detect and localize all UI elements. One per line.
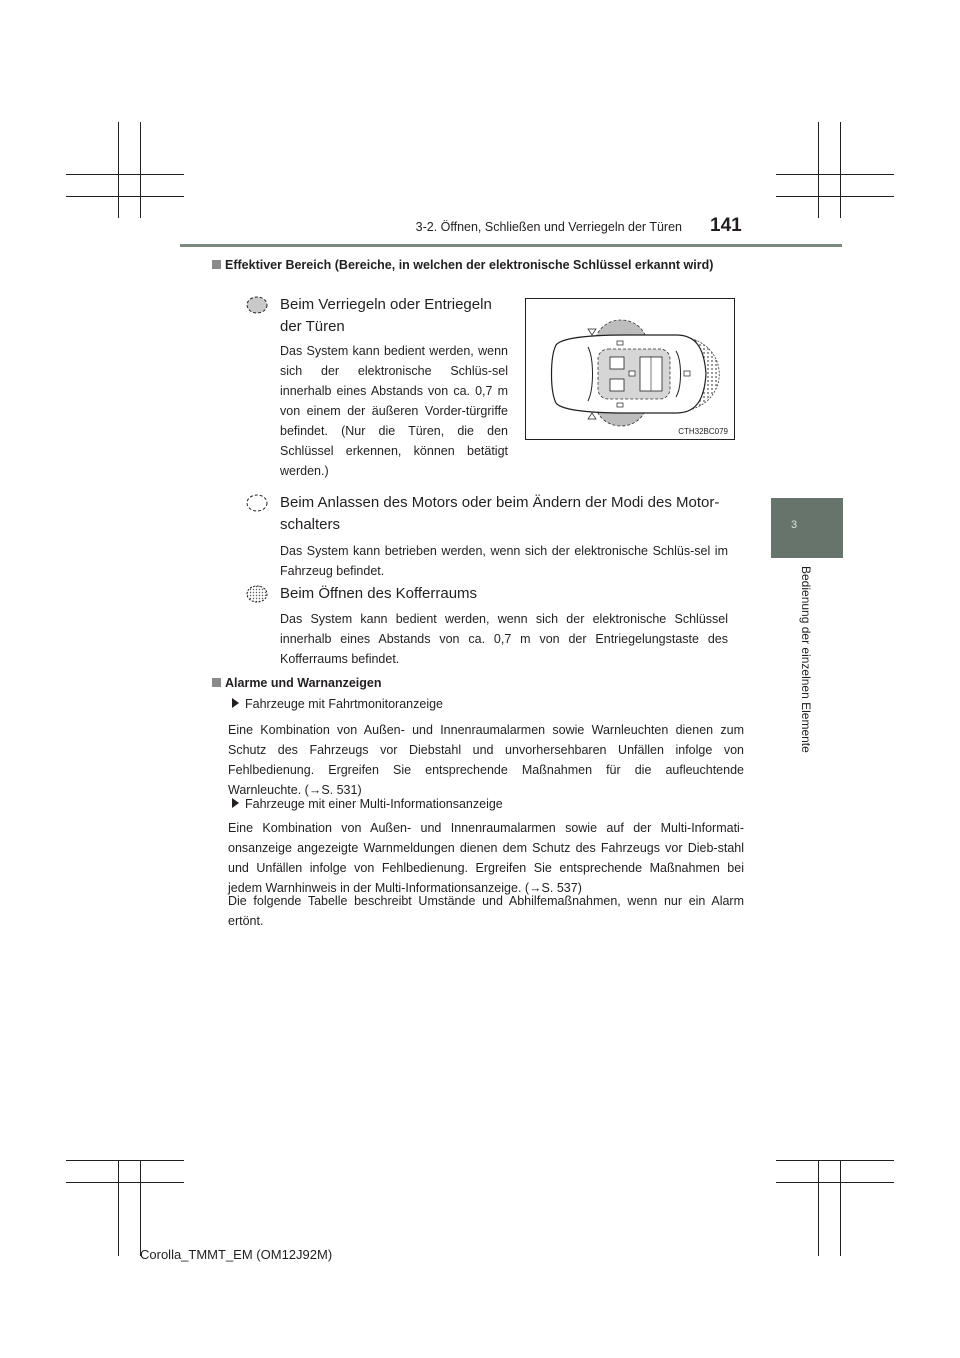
- triangle-bullet-icon: [232, 698, 239, 708]
- figure-code: CTH32BC079: [678, 427, 728, 436]
- section-title: 3-2. Öffnen, Schließen und Verriegeln der Türen: [415, 220, 682, 234]
- paragraph: Eine Kombination von Außen- und Innenraumalarmen sowie auf der Multi-Informati-onsanzeige angezeigte Warnmeldungen dienen dem Schutz des Fahrzeugs vor Dieb-stahl und Unfällen infolge von Fehlbedienung. Ergreifen Sie entsprechende Maßnahmen bei jedem Warnhinweis in der Multi-Informationsanzeige. (→S. 537): [228, 821, 744, 895]
- square-bullet-icon: [212, 678, 221, 687]
- triangle-bullet-icon: [232, 798, 239, 808]
- paragraph: Die folgende Tabelle beschreibt Umstände und Abhilfemaßnahmen, wenn nur ein Alarm ertönt.: [228, 894, 744, 928]
- chapter-label: Bedienung der einzelnen Elemente: [799, 566, 813, 753]
- footer-text: Corolla_TMMT_EM (OM12J92M): [140, 1247, 333, 1262]
- dotted-zone-icon: [246, 585, 268, 603]
- key-range-figure: [525, 298, 735, 440]
- list-item: Fahrzeuge mit einer Multi-Informationsanzeige: [232, 795, 744, 813]
- dashed-zone-icon: [246, 296, 268, 314]
- section-heading: Effektiver Bereich (Bereiche, in welchen der elektronische Schlüssel erkannt wird): [212, 257, 744, 274]
- square-bullet-icon: [212, 260, 221, 269]
- car-top-view-illustration: [526, 299, 734, 439]
- zone-title: Beim Anlassen des Motors oder beim Ändern der Modi des Motor-schalters: [280, 494, 720, 533]
- zone-text: Das System kann betrieben werden, wenn sich der elektronische Schlüs-sel im Fahrzeug befindet.: [280, 544, 728, 578]
- page-number: 141: [710, 215, 742, 236]
- zone-text: Das System kann bedient werden, wenn sich der elektronische Schlüs-sel innerhalb eines Abstands von ca. 0,7 m von einem der äußeren Vorder-türgriffe befindet. (Nur die Türen, die den Schlüssel erkennen, können betätigt werden.): [280, 344, 508, 478]
- chapter-tab: [771, 498, 843, 558]
- section-heading: Alarme und Warnanzeigen: [212, 675, 744, 692]
- dashed-zone-icon: [246, 494, 268, 512]
- header-divider: [180, 244, 842, 247]
- paragraph: Eine Kombination von Außen- und Innenraumalarmen sowie Warnleuchten dienen zum Schutz des Fahrzeugs vor Diebstahl und unvorhersehbaren Unfällen infolge von Fehlbedienung. Ergreifen Sie entsprechende Maßnahmen für die aufleuchtende Warnleuchte. (→S. 531): [228, 723, 744, 797]
- zone-text: Das System kann bedient werden, wenn sich der elektronische Schlüssel innerhalb eines Abstands von ca. 0,7 m von der Entriegelungstaste des Kofferraums befindet.: [280, 612, 728, 666]
- list-item: Fahrzeuge mit Fahrtmonitoranzeige: [232, 695, 744, 713]
- chapter-number: 3: [791, 519, 798, 531]
- zone-title: Beim Öffnen des Kofferraums: [280, 585, 478, 602]
- zone-title: Beim Verriegeln oder Entriegeln der Türen: [280, 296, 492, 335]
